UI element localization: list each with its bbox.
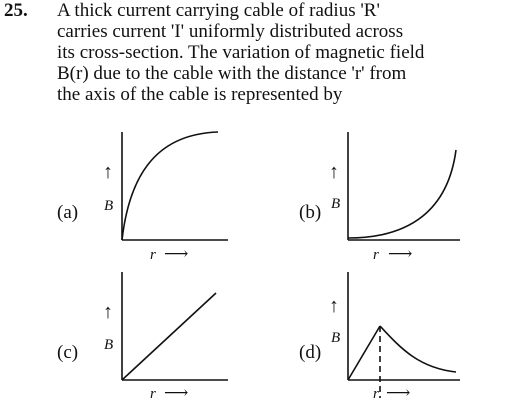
- question-line-1: A thick current carrying cable of radius 'R': [57, 0, 380, 21]
- option-c-label: (c): [57, 342, 79, 363]
- graph-a-up-arrow: ↑: [103, 161, 113, 183]
- graph-a-right-arrow: ⟶: [164, 244, 189, 263]
- question-line-5: the axis of the cable is represented by: [57, 84, 343, 105]
- question-number: 25.: [4, 0, 28, 21]
- graph-d-xlabel: r: [373, 386, 379, 402]
- graph-d: [348, 272, 460, 398]
- graph-c-right-arrow: ⟶: [164, 383, 189, 402]
- option-a-label: (a): [57, 202, 79, 223]
- graph-a-ylabel: B: [104, 198, 114, 214]
- question-line-3: its cross-section. The variation of magnetic field: [57, 42, 425, 63]
- graph-d-right-arrow: ⟶: [386, 383, 411, 402]
- graph-c-line: [122, 293, 216, 380]
- option-d-label: (d): [299, 342, 322, 363]
- graph-c-xlabel: r: [150, 386, 156, 402]
- question-line-4: B(r) due to the cable with the distance 'r' from: [57, 63, 407, 84]
- graph-b: [348, 132, 460, 240]
- graph-b-right-arrow: ⟶: [388, 244, 413, 263]
- graph-a-curve: [122, 132, 218, 240]
- graph-b-ylabel: B: [331, 196, 341, 212]
- graph-c-ylabel: B: [104, 337, 114, 353]
- option-b-label: (b): [299, 202, 322, 223]
- graph-d-up-arrow: ↑: [329, 295, 339, 317]
- graph-d-ylabel: B: [331, 330, 341, 346]
- graph-c-up-arrow: ↑: [103, 301, 113, 323]
- graph-a-xlabel: r: [150, 247, 156, 263]
- graph-b-up-arrow: ↑: [329, 161, 339, 183]
- graph-b-curve: [348, 150, 456, 238]
- graph-c: [122, 272, 228, 380]
- graph-a: [122, 132, 228, 240]
- question-line-2: carries current 'I' uniformly distributed across: [57, 21, 404, 42]
- graph-d-decay-curve: [380, 326, 456, 372]
- graph-d-rise-line: [348, 326, 380, 380]
- graph-b-xlabel: r: [373, 247, 379, 263]
